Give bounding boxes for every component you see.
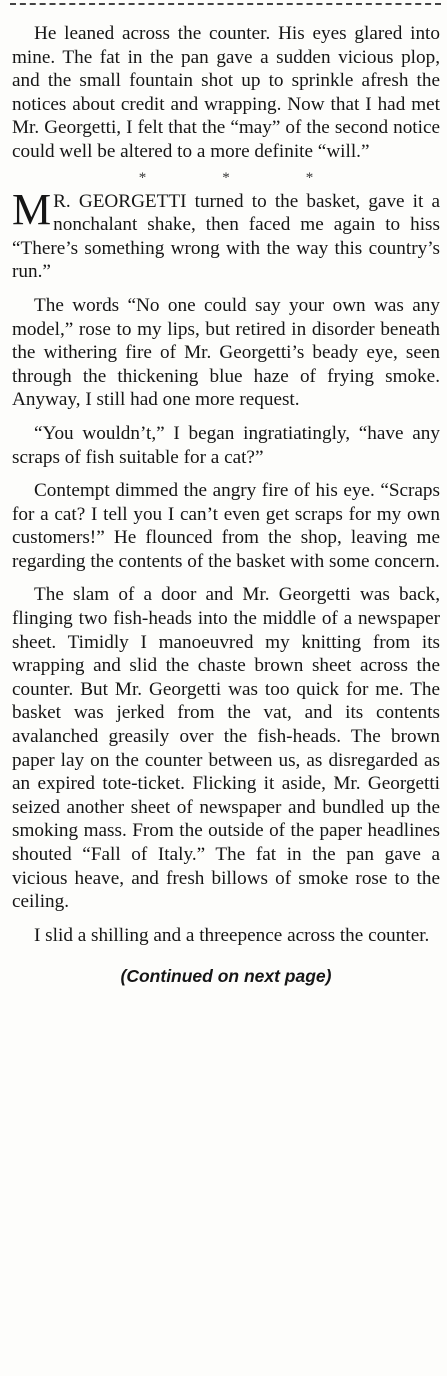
paragraph: Contempt dimmed the angry fire of his eye. “Scraps for a cat? I tell you I can’t even get scraps for my own customers!” He flounced from the shop, leaving me regarding the contents of the basket with some concern. bbox=[12, 480, 440, 572]
dropcap-paragraph-text: R. GEORGETTI turned to the basket, gave it a nonchalant shake, then faced me again to hiss “There’s something wrong with the way this country’s run.” bbox=[12, 190, 440, 283]
asterisk: * bbox=[138, 169, 147, 186]
article-column bbox=[12, 22, 440, 989]
paragraph: He leaned across the counter. His eyes glared into mine. The fat in the pan gave a sudden vicious plop, and the small fountain shot up to sprinkle afresh the notices about credit and wrapping. Now that I had met Mr. Georgetti, I felt that the “may” of the second notice could well be altered to a more definite “will.” bbox=[12, 23, 440, 162]
section-break bbox=[12, 170, 440, 186]
dropcap-paragraph bbox=[12, 184, 440, 284]
continued-notice: (Continued on next page) bbox=[120, 966, 332, 987]
drop-cap-initial: M bbox=[12, 184, 50, 234]
paragraph: I slid a shilling and a threepence across the counter. bbox=[34, 924, 430, 946]
paragraph: “You wouldn’t,” I began ingratiatingly, “have any scraps of fish suitable for a cat?” bbox=[12, 422, 440, 468]
asterisk: * bbox=[222, 169, 230, 186]
asterisk: * bbox=[305, 169, 314, 186]
paragraph: The slam of a door and Mr. Georgetti was back, flinging two fish-heads into the middle of a newspaper sheet. Timidly I manoeuvred my knitting from its wrapping and slid the chaste brown sheet across the counter. But Mr. Georgetti was too quick for me. The basket was jerked from the vat, and its contents avalanched greasily over the fish-heads. The brown paper lay on the counter between us, as disregarded as an expired tote-ticket. Flicking it aside, Mr. Georgetti seized another sheet of newspaper and bundled up the smoking mass. From the outside of the paper headlines shouted “Fall of Italy.” The fat in the pan gave a vicious heave, and fresh billows of smoke rose to the ceiling. bbox=[12, 584, 440, 913]
paragraph: The words “No one could say your own was any model,” rose to my lips, but retired in disorder beneath the withering fire of Mr. Georgetti’s beady eye, seen through the thickening blue haze of frying smoke. Anyway, I still had one more request. bbox=[12, 294, 440, 411]
top-dashed-rule bbox=[10, 3, 441, 5]
